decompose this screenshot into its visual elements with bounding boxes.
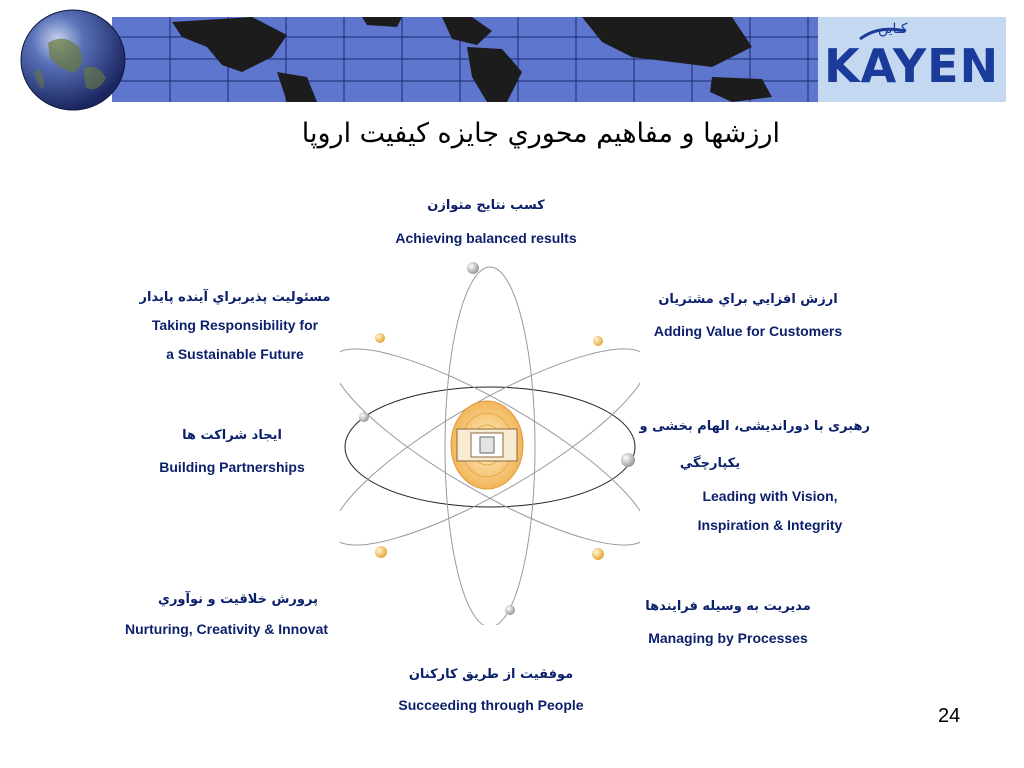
concept-succeeding-people-en: Succeeding through People xyxy=(398,697,584,713)
concept-managing-processes-fa: مديريت به وسيله فرايندها xyxy=(645,599,811,614)
concept-succeeding-people-fa: موفقيت از طريق كاركنان xyxy=(408,667,574,682)
page-number: 24 xyxy=(938,705,961,727)
concept-responsibility-en: Taking Responsibility for xyxy=(151,317,319,333)
world-map-graphic xyxy=(112,17,818,102)
world-map-banner xyxy=(112,17,818,102)
logo-script: كـاين xyxy=(878,21,908,37)
concept-managing-processes-en: Managing by Processes xyxy=(648,630,808,646)
concept-responsibility-fa: مسئوليت پذيربراي آينده پايدار xyxy=(139,290,331,305)
globe-icon xyxy=(18,8,128,112)
concept-leading-vision-fa2: يكپارچگي xyxy=(679,456,741,471)
logo-text: KAYEN xyxy=(824,39,1000,93)
concept-leading-vision-en2: Inspiration & Integrity xyxy=(697,517,843,533)
concept-value-customers-fa: ارزش افزايي براي مشتريان xyxy=(658,292,838,307)
concept-partnerships-fa: ايجاد شراكت ها xyxy=(182,428,282,443)
atom-diagram xyxy=(340,255,640,625)
concept-value-customers-en: Adding Value for Customers xyxy=(653,323,843,339)
concept-responsibility-en2: a Sustainable Future xyxy=(166,346,304,362)
atom-orbits xyxy=(340,255,640,625)
concept-leading-vision-fa: رهبری با دوراندیشی، الهام بخشی و xyxy=(639,419,870,434)
concept-balanced-results-en: Achieving balanced results xyxy=(395,230,577,246)
kayen-logo xyxy=(818,17,1006,102)
concept-nurturing-creativity-en: Nurturing, Creativity & Innovat xyxy=(125,621,329,637)
page-title: ارزشها و مفاهيم محوري جايزه كيفيت اروپا xyxy=(301,118,780,149)
concept-balanced-results-fa: كسب نتايج متوازن xyxy=(427,198,545,213)
concept-partnerships-en: Building Partnerships xyxy=(159,459,305,475)
concept-nurturing-creativity-fa: پرورش خلاقيت و نوآوري xyxy=(158,592,318,607)
concept-leading-vision-en: Leading with Vision, xyxy=(702,488,838,504)
